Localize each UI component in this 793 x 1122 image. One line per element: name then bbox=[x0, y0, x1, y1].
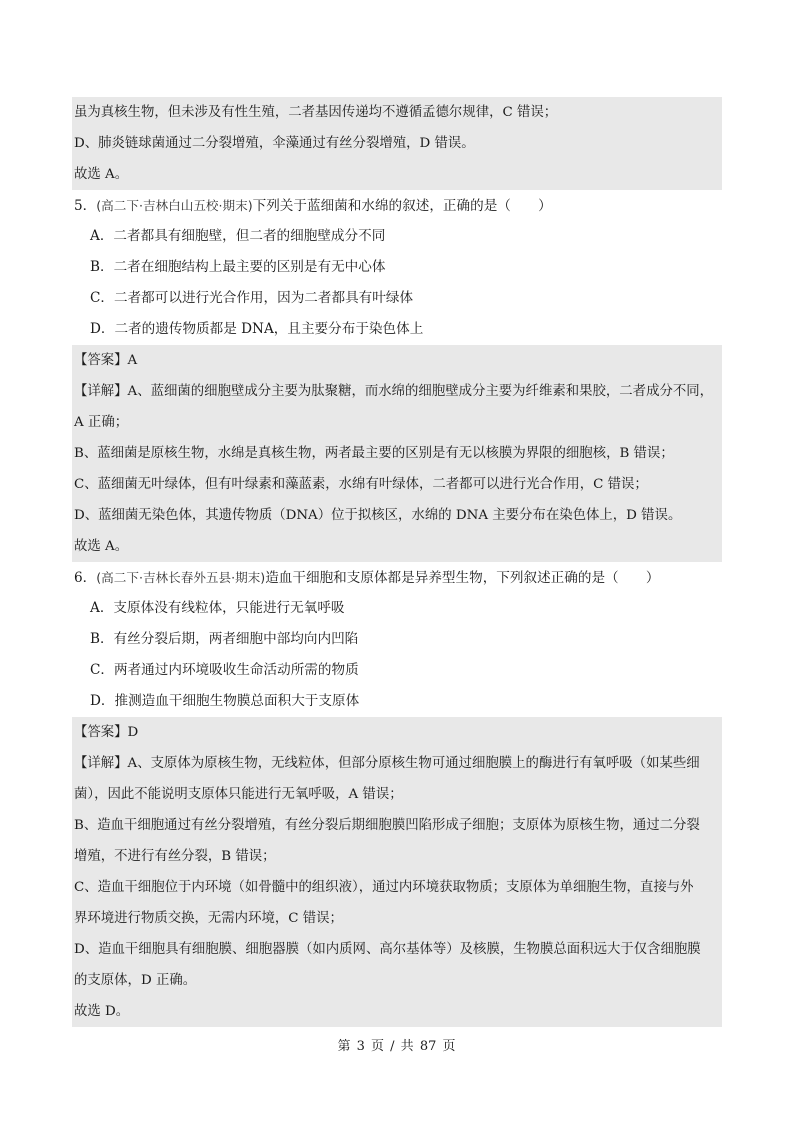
option-d: D．二者的遗传物质都是 DNA，且主要分布于染色体上 bbox=[90, 321, 424, 337]
detail-line: 界环境进行物质交换，无需内环境，C 错误； bbox=[74, 911, 343, 926]
page-content bbox=[72, 97, 722, 1027]
question-6 bbox=[72, 562, 722, 717]
answer-block-q6 bbox=[72, 717, 722, 1027]
detail-line: 虽为真核生物，但未涉及有性生殖，二者基因传递均不遵循孟德尔规律，C 错误； bbox=[74, 105, 558, 120]
question-text: 造血干细胞和支原体都是异养型生物，下列叙述正确的是（ ） bbox=[265, 570, 660, 586]
detail-line: D、肺炎链球菌通过二分裂增殖，伞藻通过有丝分裂增殖，D 错误。 bbox=[74, 136, 475, 151]
detail-line: 故选 D。 bbox=[74, 1004, 130, 1019]
detail-line: B、造血干细胞通过有丝分裂增殖，有丝分裂后期细胞膜凹陷形成子细胞；支原体为原核生物，通过二分裂 bbox=[74, 818, 700, 833]
answer-block-q4-end bbox=[72, 97, 722, 190]
question-stem bbox=[72, 190, 722, 221]
detail-line: D、造血干细胞具有细胞膜、细胞器膜（如内质网、高尔基体等）及核膜，生物膜总面积远大于仅含细胞膜 bbox=[74, 942, 701, 957]
page-footer: 第 3 页 / 共 87 页 bbox=[337, 1039, 456, 1054]
option-a: A．支原体没有线粒体，只能进行无氧呼吸 bbox=[90, 600, 345, 616]
option-c: C．二者都可以进行光合作用，因为二者都具有叶绿体 bbox=[90, 290, 414, 306]
question-number: 6． bbox=[74, 570, 97, 586]
option-c: C．两者通过内环境吸收生命活动所需的物质 bbox=[90, 662, 359, 678]
question-5 bbox=[72, 190, 722, 345]
detail-line: 故选 A。 bbox=[74, 539, 129, 554]
option-b: B．有丝分裂后期，两者细胞中部均向内凹陷 bbox=[90, 631, 359, 647]
answer-block-q5 bbox=[72, 345, 722, 562]
option-b: B．二者在细胞结构上最主要的区别是有无中心体 bbox=[90, 259, 386, 275]
detail-line: C、蓝细菌无叶绿体，但有叶绿素和藻蓝素，水绵有叶绿体，二者都可以进行光合作用，C 错误； bbox=[74, 477, 648, 492]
detail-line: 故选 A。 bbox=[74, 167, 129, 182]
question-stem bbox=[72, 562, 722, 593]
detail-line: 【详解】A、支原体为原核生物，无线粒体，但部分原核生物可通过细胞膜上的酶进行有氧呼吸（如某些细 bbox=[74, 756, 700, 771]
detail-line: C、造血干细胞位于内环境（如骨髓中的组织液），通过内环境获取物质；支原体为单细胞生物，直接与外 bbox=[74, 880, 694, 895]
detail-line: B、蓝细菌是原核生物，水绵是真核生物，两者最主要的区别是有无以核膜为界限的细胞核，B 错误； bbox=[74, 446, 674, 461]
detail-line: 【详解】A、蓝细菌的细胞壁成分主要为肽聚糖，而水绵的细胞壁成分主要为纤维素和果胶，二者成分不同， bbox=[74, 384, 714, 399]
detail-line: 增殖，不进行有丝分裂，B 错误； bbox=[74, 849, 276, 864]
option-d: D．推测造血干细胞生物膜总面积大于支原体 bbox=[90, 693, 360, 709]
option-a: A．二者都具有细胞壁，但二者的细胞壁成分不同 bbox=[90, 228, 386, 244]
detail-line: 的支原体，D 正确。 bbox=[74, 973, 197, 988]
answer-label: 【答案】A bbox=[74, 353, 138, 368]
question-text: 下列关于蓝细菌和水绵的叙述，正确的是（ ） bbox=[252, 198, 552, 214]
detail-line: D、蓝细菌无染色体，其遗传物质（DNA）位于拟核区，水绵的 DNA 主要分布在染色体上，D 错误。 bbox=[74, 508, 682, 523]
question-number: 5． bbox=[74, 198, 97, 214]
answer-label: 【答案】D bbox=[74, 725, 139, 740]
question-source: (高二下·吉林长春外五县·期末) bbox=[96, 570, 266, 585]
question-source: (高二下·吉林白山五校·期末) bbox=[96, 198, 253, 213]
detail-line: A 正确； bbox=[74, 415, 129, 430]
detail-line: 菌），因此不能说明支原体只能进行无氧呼吸，A 错误； bbox=[74, 787, 403, 802]
